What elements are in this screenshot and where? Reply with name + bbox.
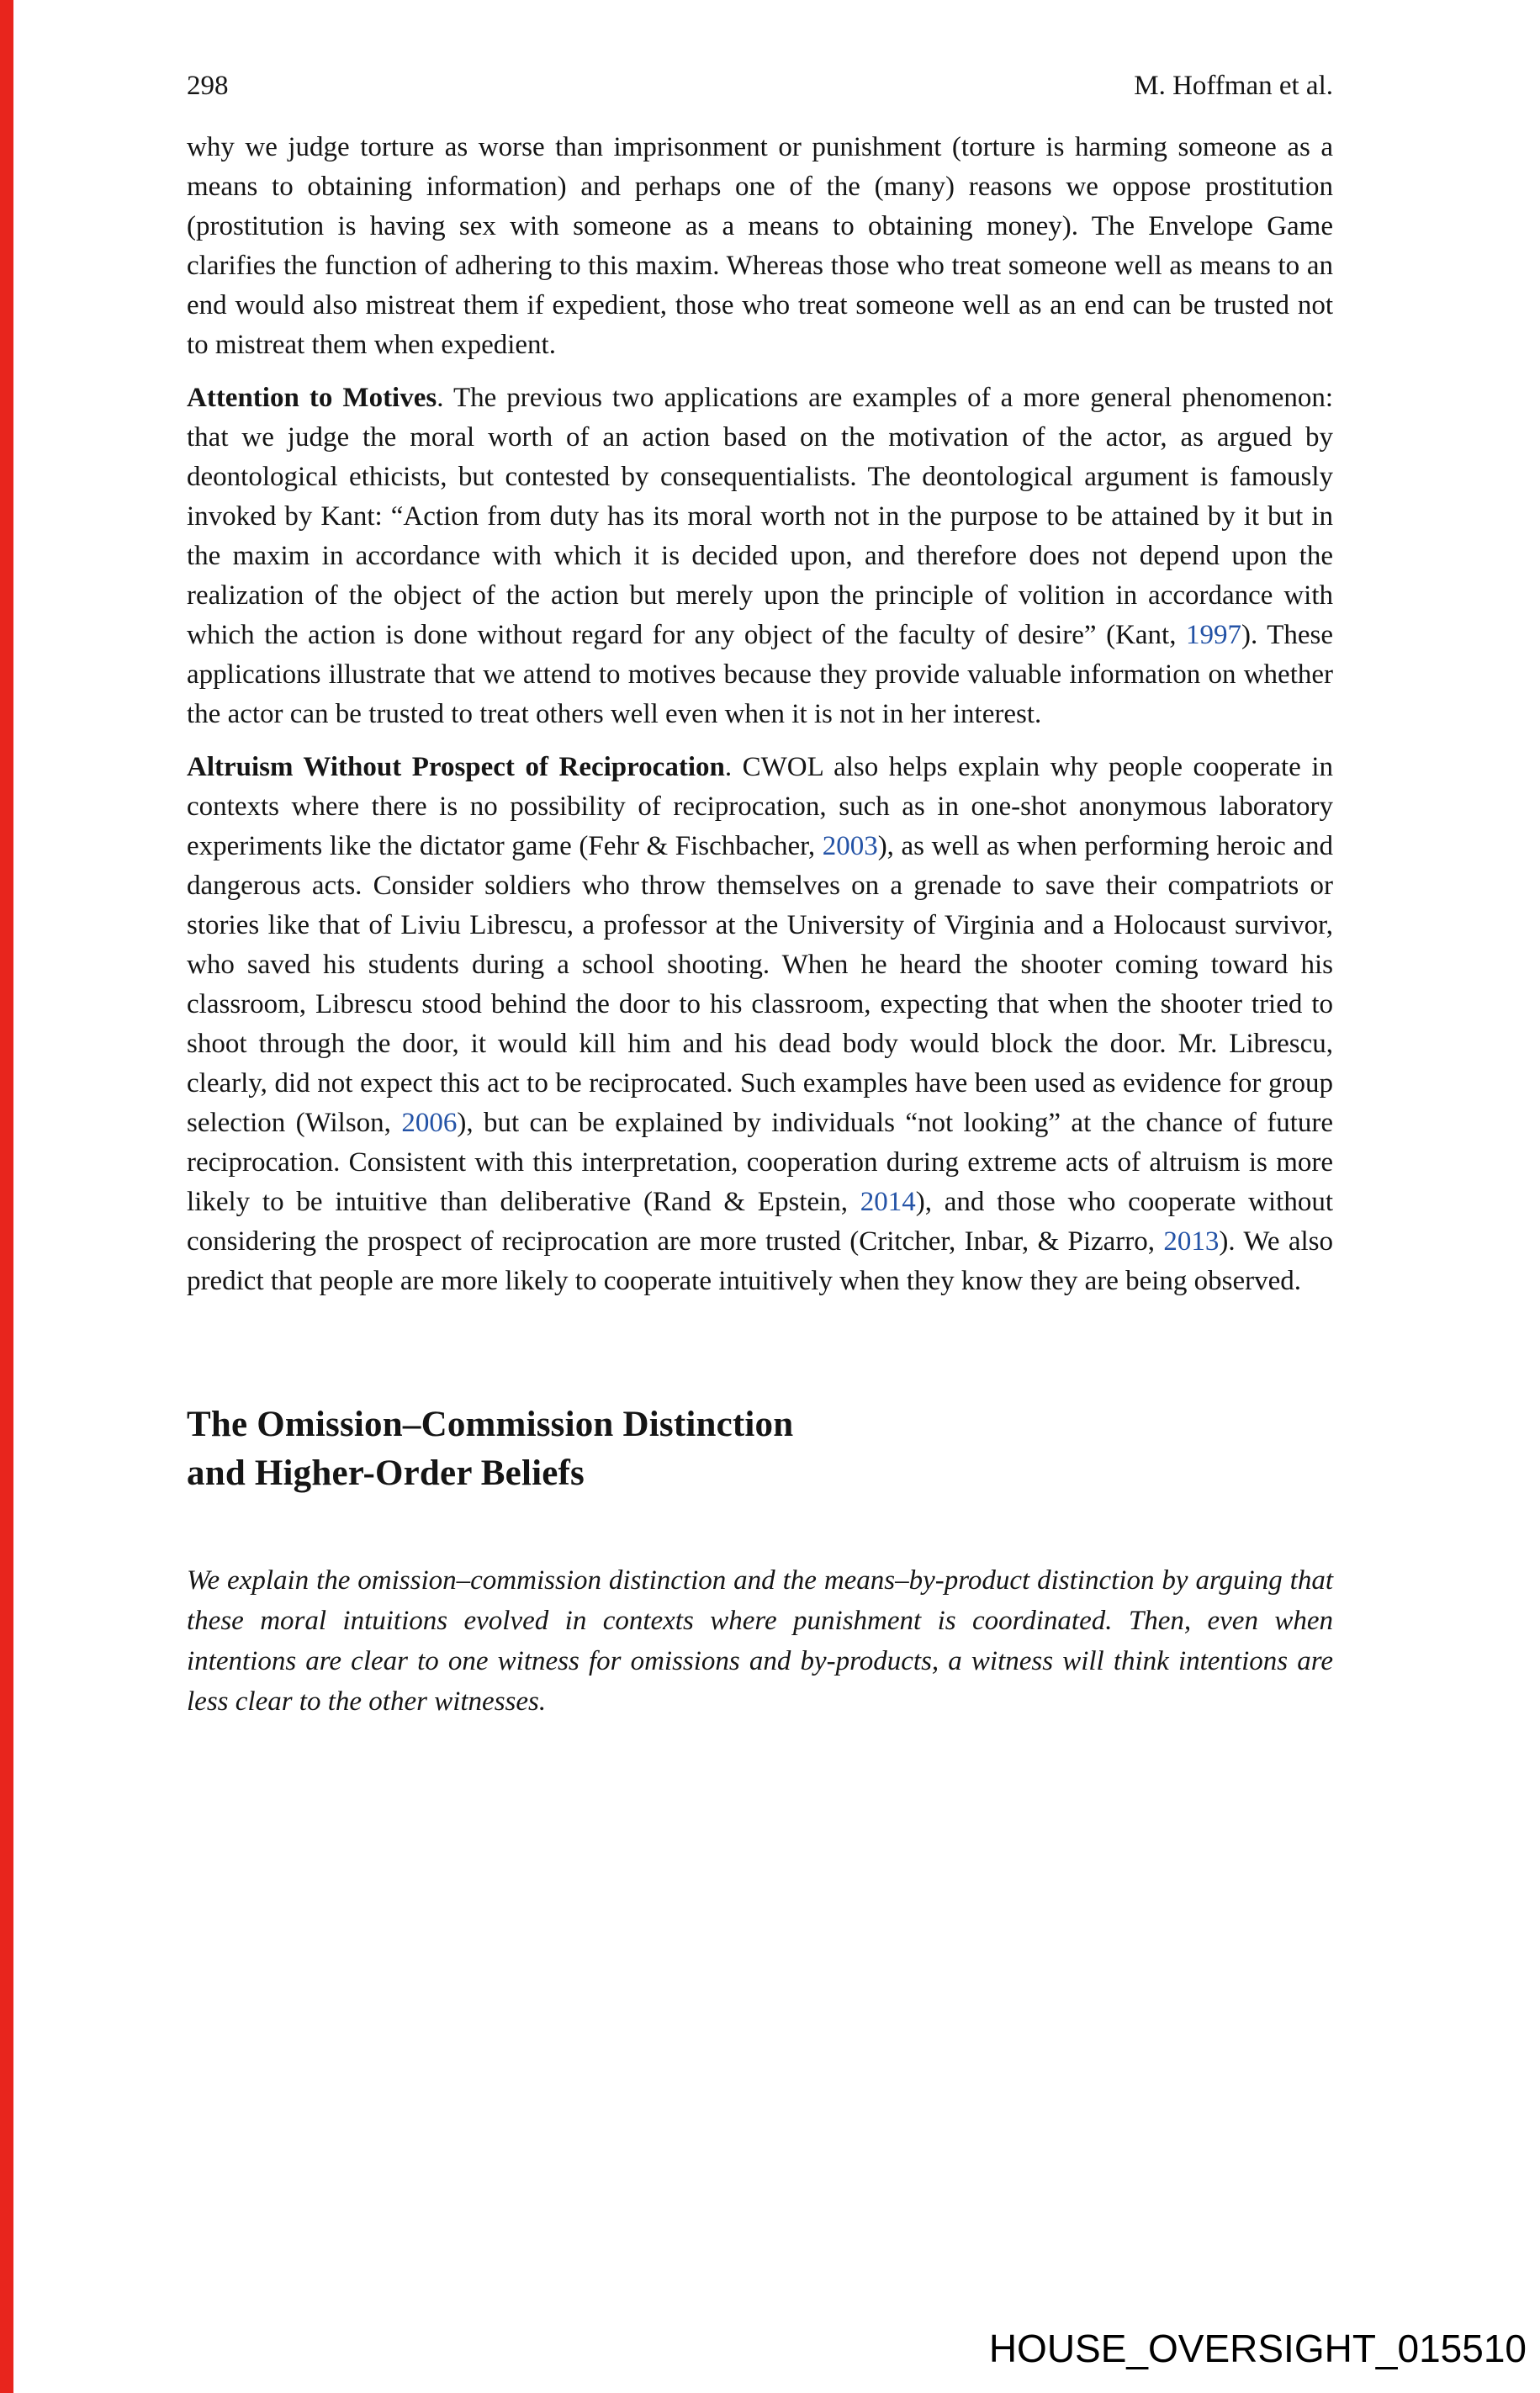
section-heading-line2: and Higher-Order Beliefs <box>187 1453 585 1493</box>
paragraph <box>187 128 1333 365</box>
section-heading-line1: The Omission–Commission Distinction <box>187 1405 794 1444</box>
text-run: why we judge torture as worse than imprisonment or punishment (torture is harming someone as a means to obtaining information) and perhaps one of the (many) reasons we oppose prostitution (prostitution is having sex with someone as a means to obtaining money). The Envelope Game clarifies the function of adhering to this maxim. Whereas those who treat someone well as means to an end would also mistreat them if expedient, those who treat someone well as an end can be trusted not to mistreat them when expedient. <box>187 132 1333 360</box>
run-in-heading: Attention to Motives <box>187 383 437 413</box>
text-run: ), but can be explained by individuals “not looking” at the chance of future reciprocation. Consistent with this interpretation, cooperation during extreme acts of altruism is more likely to be intuitive than deliberative (Rand & Epstein, <box>187 1108 1333 1217</box>
text-run: ), as well as when performing heroic and dangerous acts. Consider soldiers who throw themselves on a grenade to save their compatriots or stories like that of Liviu Librescu, a professor at the University of Virginia and a Holocaust survivor, who saved his students during a school shooting. When he heard the shooter coming toward his classroom, Librescu stood behind the door to his classroom, expecting that when the shooter tried to shoot through the door, it would kill him and his dead body would block the door. Mr. Librescu, clearly, did not expect this act to be reciprocated. Such examples have been used as evidence for group selection (Wilson, <box>187 831 1333 1138</box>
paragraph <box>187 379 1333 734</box>
oversight-watermark: HOUSE_OVERSIGHT_015510 <box>988 2327 1527 2370</box>
text-run: ). These applications illustrate that we attend to motives because they provide valuable information on whether the actor can be trusted to treat others well even when it is not in her interest. <box>187 620 1334 729</box>
section-abstract: We explain the omission–commission distinction and the means–by-product distinction by arguing that these moral intuitions evolved in contexts where punishment is coordinated. Then, even when intentions are clear to one witness for omissions and by-products, a witness will think intentions are less clear to the other witnesses. <box>187 1565 1333 1717</box>
citation-link[interactable]: 1997 <box>1186 620 1242 650</box>
running-head-authors: M. Hoffman et al. <box>1134 71 1333 101</box>
run-in-heading: Altruism Without Prospect of Reciprocation <box>187 752 725 782</box>
citation-link[interactable]: 2003 <box>822 831 878 861</box>
running-header <box>187 69 1333 103</box>
scan-edge-stripe <box>0 0 13 2393</box>
citation-link[interactable]: 2013 <box>1163 1226 1220 1257</box>
body-text <box>187 128 1333 1301</box>
citation-link[interactable]: 2006 <box>401 1108 458 1138</box>
section-heading <box>187 1400 1333 1498</box>
text-run: . The previous two applications are examples of a more general phenomenon: that we judge the moral worth of an action based on the motivation of the actor, as argued by deontological ethicists, but contested by consequentialists. The deontological argument is famously invoked by Kant: “Action from duty has its moral worth not in the purpose to be attained by it but in the maxim in accordance with which it is decided upon, and therefore does not depend upon the realization of the object of the action but merely upon the principle of volition in accordance with which the action is done without regard for any object of the faculty of desire” (Kant, <box>187 383 1334 650</box>
text-run: ), and those who cooperate without considering the prospect of reciprocation are more trusted (Critcher, Inbar, & Pizarro, <box>187 1187 1333 1257</box>
paragraph <box>187 748 1333 1301</box>
text-run: . CWOL also helps explain why people cooperate in contexts where there is no possibility of reciprocation, such as in one-shot anonymous laboratory experiments like the dictator game (Fehr & Fischbacher, <box>187 752 1333 861</box>
text-run: ). We also predict that people are more likely to cooperate intuitively when they know they are being observed. <box>187 1226 1333 1296</box>
citation-link[interactable]: 2014 <box>860 1187 916 1217</box>
page-content <box>187 128 1333 1750</box>
page-number: 298 <box>187 71 229 101</box>
